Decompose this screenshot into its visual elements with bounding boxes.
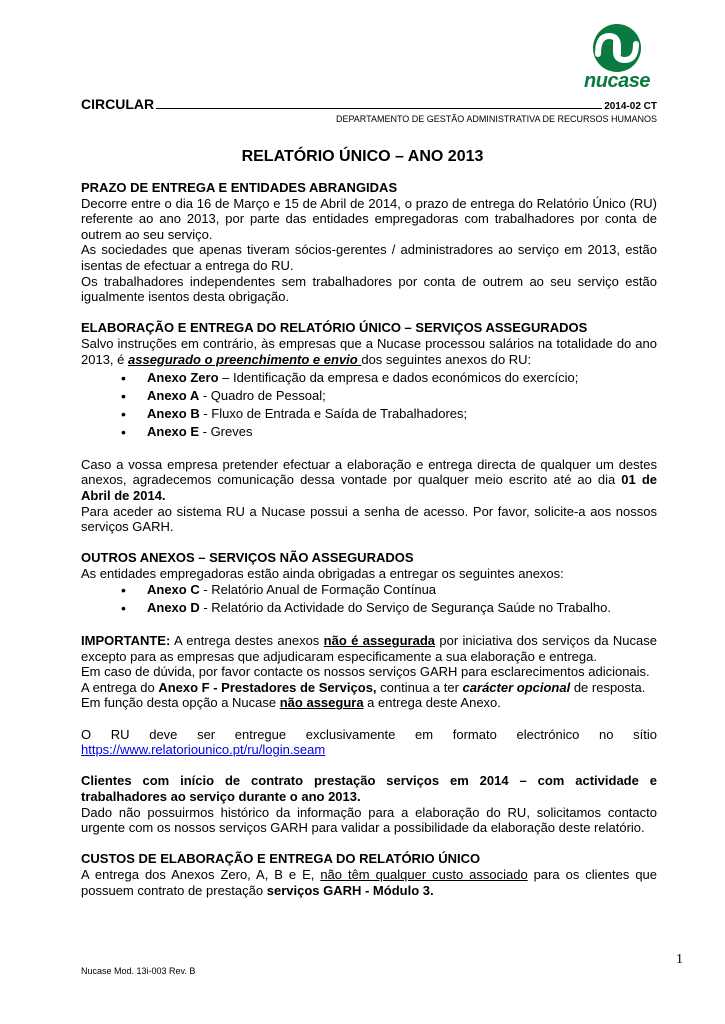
paragraph: Dado não possuirmos histórico da informação para a elaboração do RU, solicitamos contacto urgente com os nossos serviços GARH para validar a possibilidade da elaboração deste relatório. — [81, 804, 657, 836]
paragraph — [81, 867, 657, 898]
annex-desc: - Greves — [199, 424, 253, 440]
annex-desc: - Relatório Anual de Formação Contínua — [199, 582, 437, 598]
text-run: Caso a vossa empresa pretender efectuar a elaboração e entrega directa de qualquer um destes anexos, agradecemos comunicação dessa vontade por qualquer meio escrito até ao dia — [81, 456, 657, 488]
text-run: por iniciativa dos serviços da Nucase excepto para as empresas que adjudicaram especificamente a sua elaboração e entrega. — [81, 633, 657, 664]
footer-form-code: Nucase Mod. 13i-003 Rev. B — [81, 966, 196, 976]
document-body — [81, 180, 657, 898]
header-rule — [156, 108, 602, 109]
paragraph: As entidades empregadoras estão ainda obrigadas a entregar os seguintes anexos: — [81, 565, 564, 581]
text-run: A entrega dos Anexos Zero, A, B e E, — [81, 866, 321, 882]
text-run: A entrega destes anexos — [170, 633, 324, 649]
circular-label: CIRCULAR — [81, 96, 155, 112]
paragraph: Para aceder ao sistema RU a Nucase possui a senha de acesso. Por favor, solicite-a aos nossos serviços GARH. — [81, 503, 657, 535]
annex-name: Anexo D — [147, 600, 200, 616]
section-heading-elaboracao: ELABORAÇÃO E ENTREGA DO RELATÓRIO ÚNICO – SERVIÇOS ASSEGURADOS — [81, 320, 588, 336]
list-item — [147, 369, 657, 387]
text-run: de resposta. — [570, 679, 646, 695]
paragraph: O RU deve ser entregue exclusivamente em formato electrónico no sítio — [81, 726, 657, 742]
annex-name: Anexo A — [147, 388, 200, 404]
text-run: dos seguintes anexos do RU: — [361, 351, 532, 367]
text-run: a entrega deste Anexo. — [363, 695, 501, 711]
emphasis-text: não é assegurada — [323, 633, 435, 649]
section-heading-custos: CUSTOS DE ELABORAÇÃO E ENTREGA DO RELATÓRIO ÚNICO — [81, 851, 481, 867]
emphasis-text: não têm qualquer custo associado — [320, 866, 528, 882]
list-item — [147, 581, 657, 599]
emphasis-text: carácter opcional — [462, 679, 571, 695]
list-item — [147, 599, 657, 617]
text-run: A entrega do — [81, 679, 159, 695]
deadline-date: 01 de Abril de 2014. — [81, 472, 657, 503]
section-heading-clientes: Clientes com início de contrato prestação serviços em 2014 – com actividade e trabalhadores ao serviço durante o ano 2013. — [81, 773, 657, 804]
annex-name: Anexo B — [147, 406, 200, 422]
paragraph — [81, 336, 657, 367]
list-item — [147, 405, 657, 423]
emphasis-text: não assegura — [279, 695, 364, 711]
list-item — [147, 387, 657, 405]
relatorio-unico-link[interactable]: https://www.relatoriounico.pt/ru/login.seam — [81, 742, 326, 758]
circular-reference: 2014-02 CT — [604, 101, 657, 112]
emphasis-text: assegurado o preenchimento e envio — [128, 351, 362, 367]
annex-desc: – Identificação da empresa e dados económicos do exercício; — [218, 370, 579, 386]
nucase-logo — [576, 24, 658, 94]
important-label: IMPORTANTE: — [81, 633, 171, 649]
annex-desc: - Quadro de Pessoal; — [199, 388, 326, 404]
annex-name: Anexo E — [147, 424, 200, 440]
annex-desc: - Fluxo de Entrada e Saída de Trabalhadores; — [199, 406, 468, 422]
page-number: 1 — [676, 952, 683, 967]
nucase-logo-mark — [576, 24, 658, 74]
paragraph: Os trabalhadores independentes sem trabalhadores por conta de outrem ao seu serviço estão igualmente isentos desta obrigação. — [81, 273, 657, 305]
annex-name: Anexo Zero — [147, 370, 219, 386]
paragraph — [81, 680, 657, 696]
document-header — [81, 96, 657, 124]
logo-text: nucase — [584, 70, 650, 92]
paragraph: Em caso de dúvida, por favor contacte os nossos serviços GARH para esclarecimentos adicionais. — [81, 664, 650, 680]
section-heading-outros-anexos: OUTROS ANEXOS – SERVIÇOS NÃO ASSEGURADOS — [81, 550, 414, 566]
department-name: DEPARTAMENTO DE GESTÃO ADMINISTRATIVA DE RECURSOS HUMANOS — [335, 114, 657, 124]
paragraph — [81, 457, 657, 504]
annex-desc: - Relatório da Actividade do Serviço de Segurança Saúde no Trabalho. — [199, 600, 611, 616]
paragraph — [81, 695, 657, 711]
paragraph: Decorre entre o dia 16 de Março e 15 de Abril de 2014, o prazo de entrega do Relatório Único (RU) referente ao ano 2013, por parte das entidades empregadoras com trabalhadores por conta de outrem ao seu serviço. — [81, 195, 657, 242]
paragraph: As sociedades que apenas tiveram sócios-gerentes / administradores ao serviço em 2013, estão isentas de efectuar a entrega do RU. — [81, 242, 657, 273]
paragraph — [81, 633, 657, 664]
text-run: Em função desta opção a Nucase — [81, 695, 280, 711]
link-paragraph — [81, 742, 657, 758]
annex-f-label: Anexo F - Prestadores de Serviços, — [158, 679, 377, 695]
section-heading-prazo: PRAZO DE ENTREGA E ENTIDADES ABRANGIDAS — [81, 180, 398, 195]
service-module: serviços GARH - Módulo 3. — [266, 882, 434, 898]
text-run: Salvo instruções em contrário, às empresas que a Nucase processou salários na totalidade do ano 2013, é — [81, 335, 657, 367]
document-title: RELATÓRIO ÚNICO – ANO 2013 — [241, 148, 484, 165]
annex-list-assured — [81, 369, 657, 441]
text-run: continua a ter — [376, 679, 463, 695]
text-run: para os clientes que possuem contrato de prestação — [81, 866, 658, 898]
annex-list-not-assured — [81, 581, 657, 617]
list-item — [147, 423, 657, 441]
annex-name: Anexo C — [147, 582, 200, 598]
